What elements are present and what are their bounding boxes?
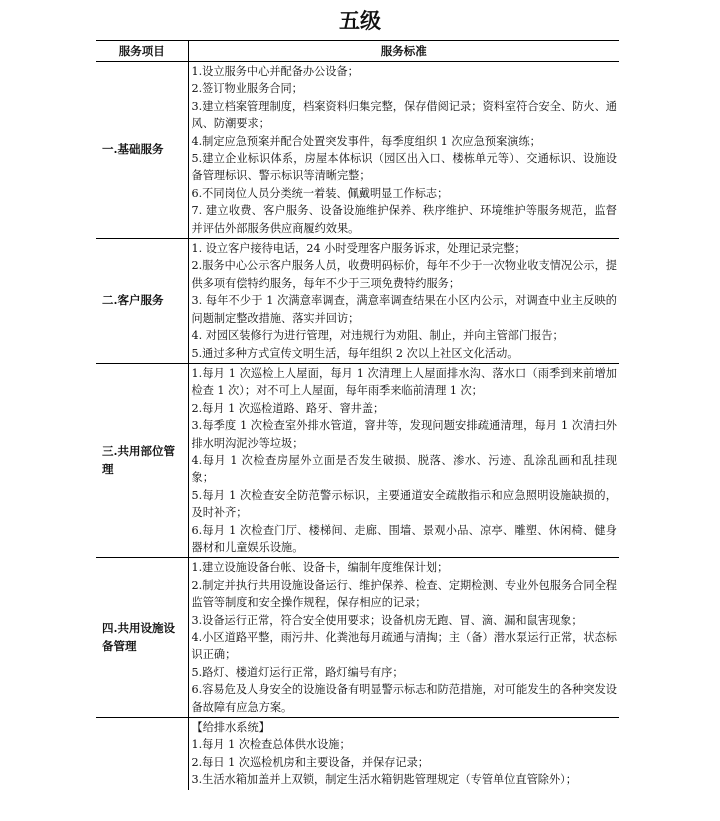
table-row-common-facility [96, 558, 619, 718]
table-header-row [96, 41, 619, 62]
table-row-common-area [96, 363, 619, 557]
service-item-common-facility: 四.共用设施设备管理 [96, 558, 188, 718]
standard-item: 2.服务中心公示客户服务人员，收费明码标价，每年不少于一次物业收支情况公示，提供多项有偿特约服务，每年不少于三项免费特约服务； [191, 259, 617, 290]
standard-item: 1.每月 1 次巡检上人屋面，每月 1 次清理上人屋面排水沟、落水口（雨季到来前增加检查 1 次）；对不可上人屋面，每年雨季来临前清理 1 次； [191, 366, 617, 398]
standard-item: 2.制定并执行共用设施设备运行、维护保养、检查、定期检测、专业外包服务合同全程监管等制度和安全操作规程，保存相应的记录； [191, 578, 617, 610]
standard-item: 1.每月 1 次检查总体供水设施； [191, 738, 351, 752]
standard-item: 2.每月 1 次巡检道路、路牙、窨井盖； [191, 401, 385, 415]
standard-cell-customer [188, 239, 619, 364]
standard-item: 4.每月 1 次检查房屋外立面是否发生破损、脱落、渗水、污迹、乱涂乱画和乱挂现象； [191, 453, 617, 485]
standard-item: 1.建立设施设备台帐、设备卡，编制年度维保计划； [191, 561, 449, 575]
standard-item: 2.每日 1 次巡检机房和主要设备，并保存记录； [191, 755, 429, 769]
standard-item: 7. 建立收费、客户服务、设备设施维护保养、秩序维护、环境维护等服务规范，监督并评估外部服务供应商履约效果。 [191, 204, 617, 235]
table-row-water-system [96, 718, 619, 790]
standard-cell-common-area [188, 363, 619, 557]
service-standard-table [96, 40, 619, 790]
standard-item: 6.不同岗位人员分类统一着装、佩戴明显工作标志； [191, 186, 449, 200]
standard-item: 1.设立服务中心并配备办公设备； [191, 65, 359, 78]
service-item-basic: 一.基础服务 [96, 62, 188, 239]
standard-item: 5.每月 1 次检查安全防范警示标识，主要通道安全疏散指示和应急照明设施缺损的，及时补齐； [191, 488, 617, 520]
standard-subheading: 【给排水系统】 [191, 721, 270, 735]
header-service-standard: 服务标准 [188, 41, 619, 62]
header-service-item: 服务项目 [96, 41, 188, 62]
service-item-common-area: 三.共用部位管理 [96, 363, 188, 557]
standard-item: 6.每月 1 次检查门厅、楼梯间、走廊、围墙、景观小品、凉亭、雕塑、休闲椅、健身器材和儿童娱乐设施。 [191, 523, 617, 554]
standard-item: 5.通过多种方式宣传文明生活，每年组织 2 次以上社区文化活动。 [191, 346, 519, 360]
standard-item: 3.生活水箱加盖并上双锁，制定生活水箱钥匙管理规定（专管单位直管除外）； [191, 773, 577, 787]
standard-item: 1. 设立客户接待电话，24 小时受理客户服务诉求，处理记录完整； [191, 242, 526, 256]
standard-item: 3.建立档案管理制度，档案资料归集完整，保存借阅记录；资料室符合安全、防火、通风、防潮要求； [191, 99, 617, 131]
standard-item: 3.设备运行正常，符合安全使用要求；设备机房无跑、冒、滴、漏和鼠害现象； [191, 613, 583, 627]
standard-item: 5.路灯、楼道灯运行正常，路灯编号有序； [191, 665, 404, 679]
standard-item: 2.签订物业服务合同； [191, 82, 303, 96]
standard-item: 6.容易危及人身安全的设施设备有明显警示标志和防范措施，对可能发生的各种突发设备故障有应急方案。 [191, 683, 617, 714]
standard-item: 4.小区道路平整，雨污井、化粪池每月疏通与清掏；主（备）潜水泵运行正常，状态标识正确； [191, 631, 617, 662]
standard-item: 5.建立企业标识体系，房屋本体标识（园区出入口、楼栋单元等）、交通标识、设施设备管理标识、警示标识等清晰完整； [191, 152, 617, 183]
table-row-customer-service [96, 239, 619, 364]
standard-cell-water-system [188, 718, 619, 790]
standard-item: 4. 对园区装修行为进行管理，对违规行为劝阻、制止，并向主管部门报告； [191, 329, 564, 343]
standard-cell-basic [188, 62, 619, 239]
standard-cell-common-facility [188, 558, 619, 718]
standard-item: 3. 每年不少于 1 次满意率调查，满意率调查结果在小区内公示，对调查中业主反映的问题制定整改措施、落实并回访； [191, 294, 617, 325]
page-title: 五级 [339, 8, 381, 33]
table-row-basic-service [96, 62, 619, 239]
standard-item: 3.每季度 1 次检查室外排水管道，窨井等，发现问题安排疏通清理，每月 1 次清扫外排水明沟泥沙等垃圾； [191, 419, 617, 450]
service-item-customer: 二.客户服务 [96, 239, 188, 364]
service-item-continued [96, 718, 188, 790]
standard-item: 4.制定应急预案并配合处置突发事件，每季度组织 1 次应急预案演练； [191, 134, 541, 148]
